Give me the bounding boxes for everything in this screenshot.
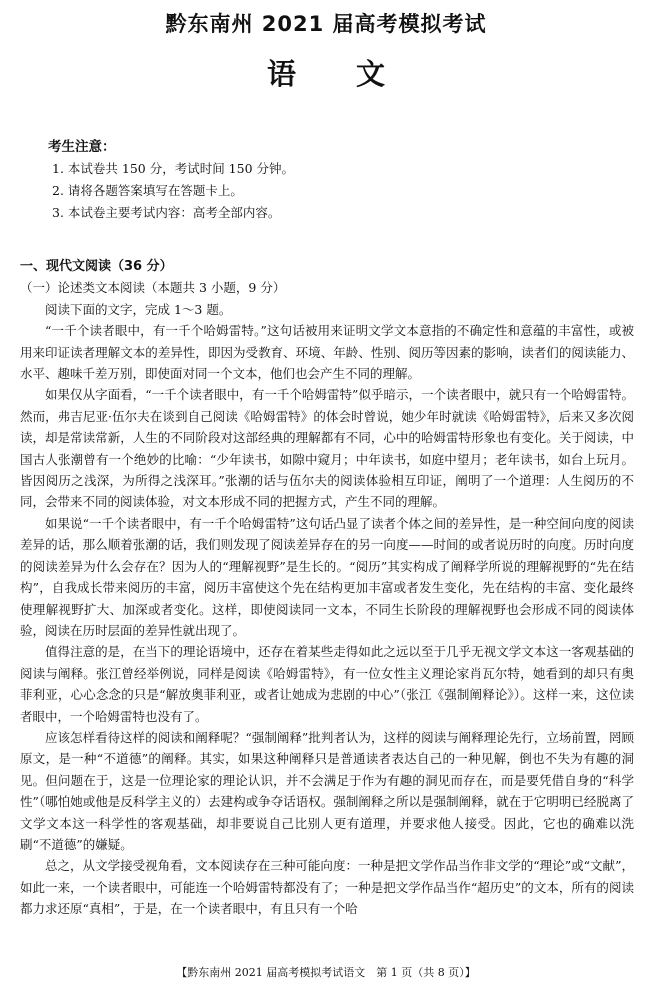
paragraph: 如果说“一千个读者眼中，有一千个哈姆雷特”这句话凸显了读者个体之间的差异性，是一种空间向度的阅读差异的话，那么顺着张潮的话，我们则发现了阅读差异存在的另一向度——时间的或者说历时的向度。历时向度的阅读差异为什么会存在？因为人的“理解视野”是生长的。“阅历”其实构成了阐释学所说的理解视野的“先在结构”，自我成长带来阅历的丰富，阅历丰富使这个先在结构更加丰富或者发生变化，先在结构的丰富、变化最终使理解视野扩大、加深或者变化。这样，即使阅读同一文本，不同生长阶段的理解视野也会形成不同的阅读体验，阅读在历时层面的差异性就出现了。: [20, 515, 634, 638]
instruction: 阅读下面的文字，完成 1～3 题。: [45, 301, 232, 317]
notice-item: 2. 请将各题答案填写在答题卡上。: [52, 183, 243, 198]
subsection-heading: （一）论述类文本阅读（本题共 3 小题，9 分）: [20, 280, 286, 296]
exam-title: 黔东南州 2021 届高考模拟考试: [165, 12, 487, 36]
page-footer: 【黔东南州 2021 届高考模拟考试语文 第 1 页（共 8 页）】: [176, 966, 476, 979]
paragraph: 值得注意的是，在当下的理论语境中，还存在着某些走得如此之远以至于几乎无视文学文本这一客观基础的阅读与阐释。张江曾经举例说，同样是阅读《哈姆雷特》，有一位女性主义理论家肖瓦尔特，她看到的却只有奥菲利亚，心心念念的只是“解放奥菲利亚，或者让她成为悲剧的中心”（张江《强制阐释论》）。这样一来，这位读者眼中，一个哈姆雷特也没有了。: [20, 644, 634, 724]
subject-title: 语文: [266, 57, 445, 91]
notice-item: 3. 本试卷主要考试内容：高考全部内容。: [52, 205, 281, 220]
notice-item: 1. 本试卷共 150 分，考试时间 150 分钟。: [52, 161, 295, 176]
paragraph: “一千个读者眼中，有一千个哈姆雷特。”这句话被用来证明文学文本意指的不确定性和意蕴的丰富性，或被用来印证读者理解文本的差异性，即因为受教育、环境、年龄、性别、阅历等因素的影响，读者们的阅读能力、水平、趣味千差万别，即使面对同一个文本，他们也会产生不同的理解。: [20, 323, 634, 382]
paragraph: 应该怎样看待这样的阅读和阐释呢？“强制阐释”批判者认为，这样的阅读与阐释理论先行，立场前置，罔顾原文，是一种“不道德”的阐释。其实，如果这种阐释只是普通读者表达自己的一种见解，倒也不失为有趣的洞见。但问题在于，这是一位理论家的理论认识，并不会满足于作为有趣的洞见而存在，而是要凭借自身的“科学性”（哪怕她或他是反科学主义的）去建构或争夺话语权。强制阐释之所以是强制阐释，就在于它明明已经脱离了文学文本这一科学性的客观基础，却非要说自己比别人更有道理，并要求他人接受。因此，它也的确难以洗刷“不道德”的嫌疑。: [20, 729, 634, 852]
notice-heading: 考生注意：: [48, 139, 116, 155]
candidate-notice: [48, 136, 294, 224]
paragraph: 如果仅从字面看，“一千个读者眼中，有一千个哈姆雷特”似乎暗示，一个读者眼中，就只有一个哈姆雷特。然而，弗吉尼亚·伍尔夫在谈到自己阅读《哈姆雷特》的体会时曾说，她少年时就读《哈姆雷特》，后来又多次阅读，却是常读常新，人生的不同阶段对这部经典的理解都有不同，心中的哈姆雷特形象也有变化。关于阅读，中国古人张潮曾有一个绝妙的比喻：“少年读书，如隙中窥月；中年读书，如庭中望月；老年读书，如台上玩月。皆因阅历之浅深，为所得之浅深耳。”张潮的话与伍尔夫的阅读体验相互印证，阐明了一个道理：人生阅历的不同，会带来不同的阅读体验，对文本形成不同的把握方式，产生不同的理解。: [20, 387, 634, 510]
reading-section: [20, 256, 634, 920]
section-heading: 一、现代文阅读（36 分）: [20, 259, 173, 274]
paragraph: 总之，从文学接受视角看，文本阅读存在三种可能向度：一种是把文学作品当作非文学的“理论”或“文献”，如此一来，一个读者眼中，可能连一个哈姆雷特都没有了；一种是把文学作品当作“超历史”的文本，所有的阅读都力求还原“真相”，于是，在一个读者眼中，有且只有一个哈: [20, 858, 634, 917]
